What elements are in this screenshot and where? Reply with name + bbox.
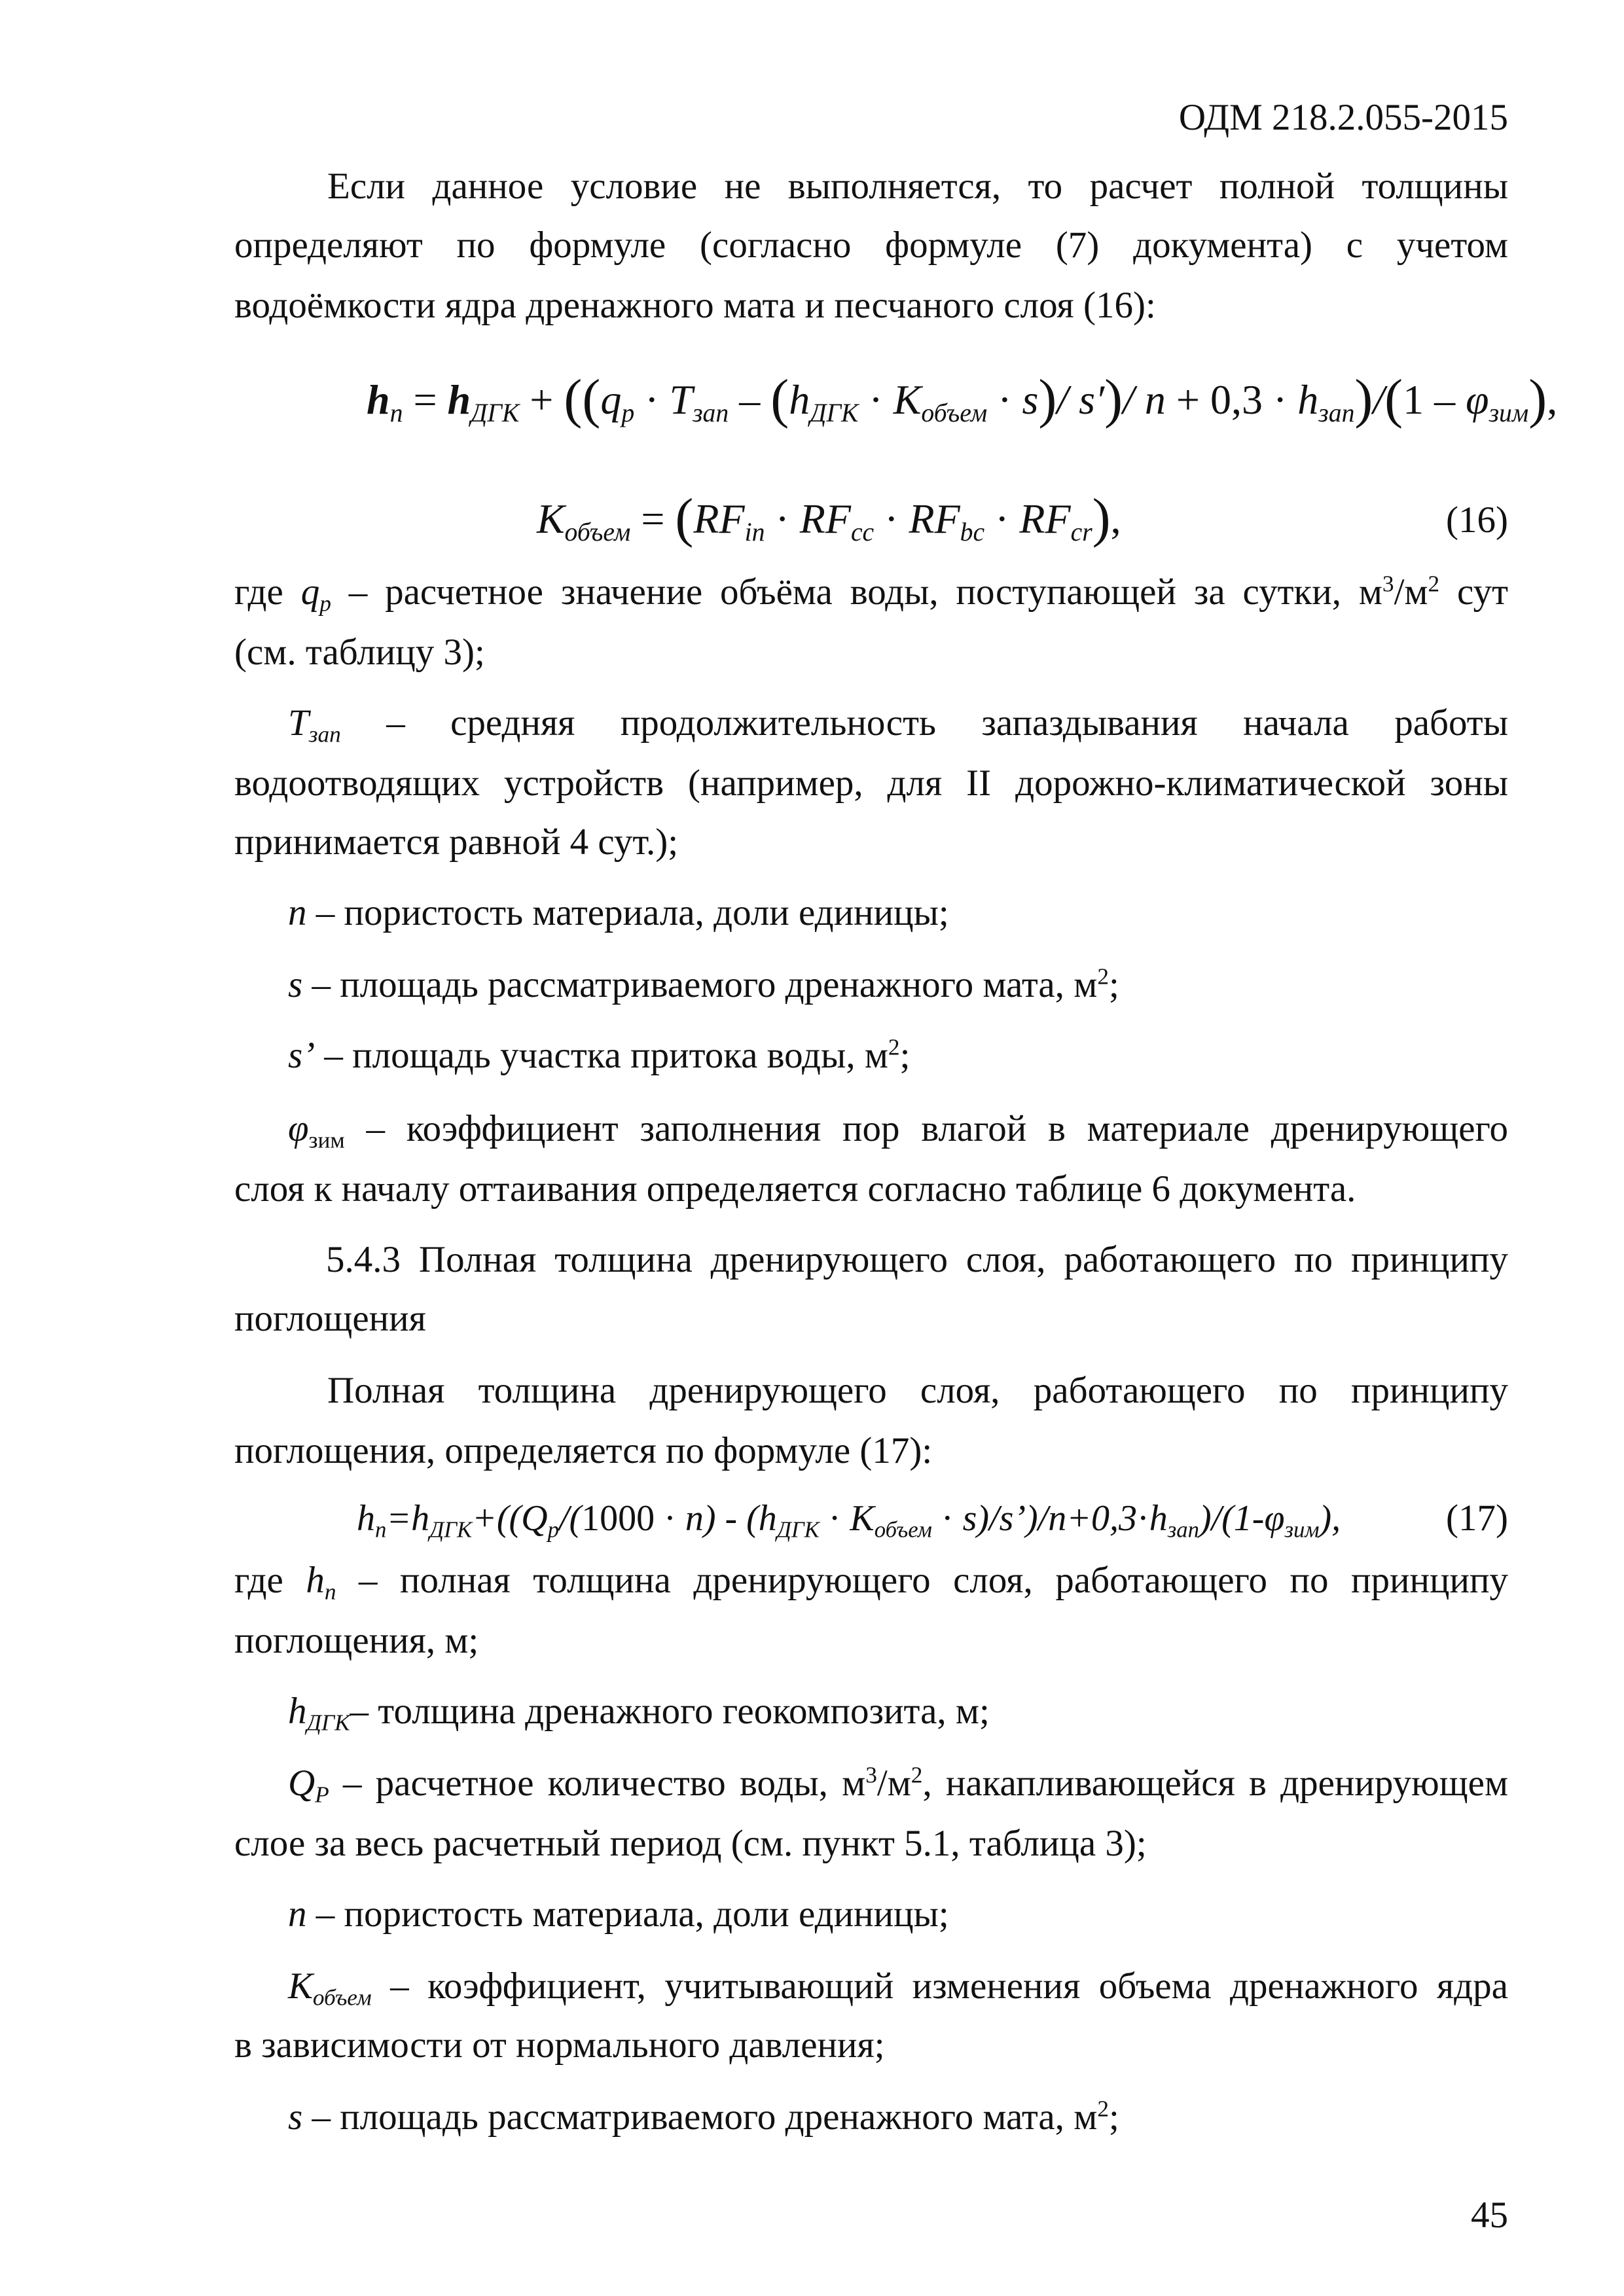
- document-code: ОДМ 218.2.055-2015: [1178, 97, 1508, 138]
- section-heading: 5.4.3 Полная толщина дренирующего слоя, работающего по принципу: [326, 1239, 1508, 1280]
- paragraph-line: определяют по формуле (согласно формуле (7) документа) с учетом: [234, 224, 1508, 266]
- equation-number-17: (17): [1446, 1498, 1508, 1539]
- definition-s: s – площадь рассматриваемого дренажного мата, $м^2$;: [288, 963, 1119, 1005]
- definition-kobem: $К_{объем}$ – коэффициент, учитывающий изменения объема дренажного ядра: [288, 1965, 1508, 2011]
- definition-Qp-line2: слое за весь расчетный период (см. пункт 5.1, таблица 3);: [234, 1823, 1147, 1864]
- page-number: 45: [1471, 2195, 1508, 2236]
- paragraph-line: Если данное условие не выполняется, то расчет полной толщины: [327, 166, 1508, 207]
- definition-n: n – пористость материала, доли единицы;: [288, 892, 949, 933]
- definition-qp-line2: (см. таблицу 3);: [234, 632, 485, 673]
- paragraph-line: Полная толщина дренирующего слоя, работающего по принципу: [327, 1370, 1508, 1411]
- definition-Qp: $Q_P$ – расчетное количество воды, $м^3/м^2$, накапливающейся в дренирующем: [288, 1762, 1509, 1808]
- definition-n-2: n – пористость материала, доли единицы;: [288, 1893, 949, 1935]
- section-heading-line2: поглощения: [234, 1298, 426, 1339]
- definition-hdgk: $h_{ДГК}-$ толщина дренажного геокомпозита, м;: [288, 1691, 990, 1736]
- formula-17: $h_n=h_{ДГК}+((Q_p/(1000 \cdot n) - (h_{ДГК} \cdot K_{объем}$ · $s)/s’)/n+0,3\cdot h_{зап})/(1-\varphi_{зим})$,: [357, 1498, 1341, 1543]
- paragraph-line: поглощения, определяется по формуле (17):: [234, 1430, 933, 1471]
- definition-phi-line2: слоя к началу оттаивания определяется согласно таблице 6 документа.: [234, 1168, 1356, 1210]
- definition-hn-line2: поглощения, м;: [234, 1620, 479, 1661]
- definition-tzap-line2: водоотводящих устройств (например, для II дорожно-климатической зоны: [234, 762, 1508, 804]
- definition-s-prime: s’ – площадь участка притока воды, $м^2$;: [288, 1034, 911, 1076]
- definition-tzap: $Т_{зап}$ – средняя продолжительность запаздывания начала работы: [288, 702, 1508, 747]
- definition-kobem-line2: в зависимости от нормального давления;: [234, 2024, 885, 2066]
- definition-qp: где $q_p$ – расчетное значение объёма воды, поступающей за сутки, $м^3/м^2$ сут: [234, 571, 1508, 617]
- definition-hn: где $h_n$ – полная толщина дренирующего слоя, работающего по принципу: [234, 1560, 1508, 1605]
- definition-s-2: s – площадь рассматриваемого дренажного мата, $м^2$;: [288, 2096, 1119, 2138]
- formula-16-main: $h_n = h_{ДГК} + ((q_p \cdot T_{зап} - (h_{ДГК} \cdot K_{объем} \cdot s)/$ s′)/ $n + 0,3 \cdot h_{зап})/(1 - \varphi_{зим})$,: [367, 368, 1558, 429]
- formula-16-kobem: $К_{объем} = (RF_{in} \cdot RF_{cc} \cdot RF_{bc} \cdot RF_{cr})$,: [537, 488, 1121, 548]
- definition-tzap-line3: принимается равной 4 сут.);: [234, 821, 679, 863]
- paragraph-line: водоёмкости ядра дренажного мата и песчаного слоя (16):: [234, 285, 1156, 326]
- definition-phi: $\varphi_{зим}$ – коэффициент заполнения пор влагой в материале дренирующего: [288, 1108, 1508, 1153]
- equation-number-16: (16): [1446, 499, 1508, 541]
